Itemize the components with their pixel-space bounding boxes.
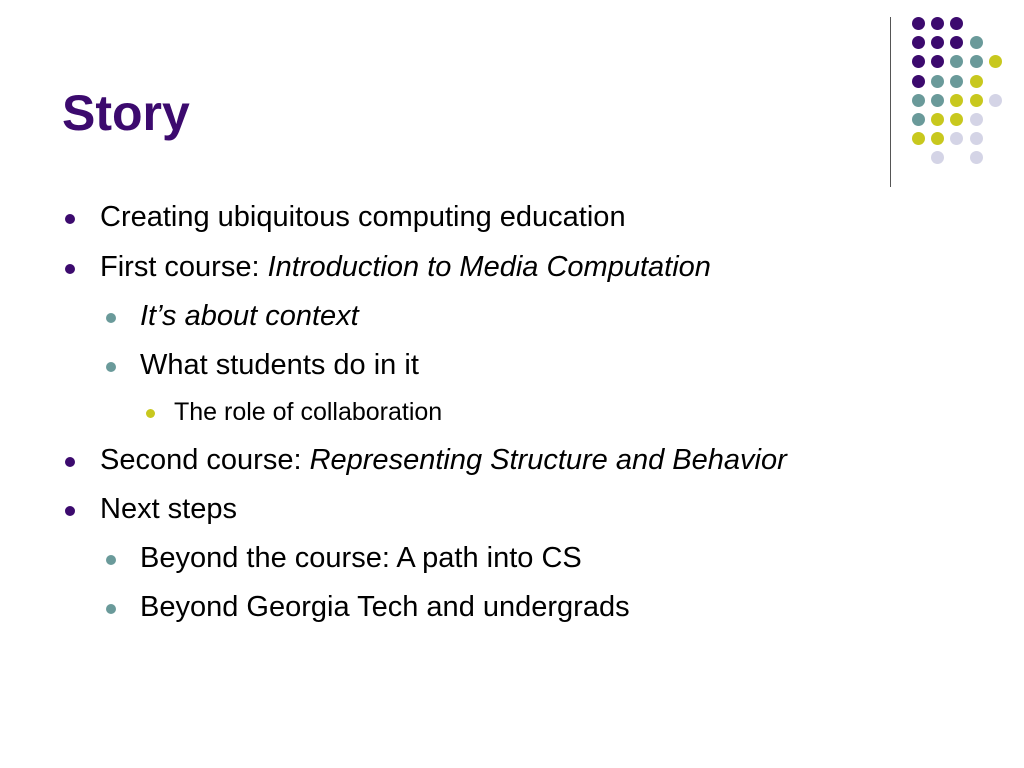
dot-purple [931,36,944,49]
dot-yellow [912,132,925,145]
dot-yellow [931,113,944,126]
dot-purple [912,55,925,68]
slide-title: Story [62,85,190,141]
bullet-item [100,253,711,282]
bullet-item [140,302,359,331]
bullet-text: Beyond the course: A path into CS [140,542,582,574]
bullet-text: Next steps [100,493,237,525]
bullet-marker-icon [65,506,75,516]
bullet-emphasis-text: Introduction to Media Computation [267,251,711,283]
dot-teal [912,113,925,126]
bullet-emphasis-text: It’s about context [140,300,359,332]
dot-yellow [970,75,983,88]
bullet-marker-icon [106,362,116,372]
dot-lavender [970,151,983,164]
bullet-item [174,400,442,425]
dot-yellow [950,113,963,126]
bullet-item [140,544,582,573]
dot-teal [912,94,925,107]
dot-purple [912,17,925,30]
bullet-item [100,203,626,232]
dot-teal [970,55,983,68]
dot-teal [970,36,983,49]
bullet-marker-icon [65,457,75,467]
dot-purple [950,36,963,49]
dot-yellow [931,132,944,145]
bullet-item [100,495,237,524]
bullet-text: The role of collaboration [174,398,443,426]
dot-teal [931,94,944,107]
dot-lavender [970,132,983,145]
bullet-text: Beyond Georgia Tech and undergrads [140,591,630,623]
dot-lavender [970,113,983,126]
bullet-marker-icon [106,313,116,323]
bullet-item [140,351,419,380]
bullet-marker-icon [65,214,75,224]
dot-yellow [950,94,963,107]
bullet-emphasis-text: Representing Structure and Behavior [309,444,787,476]
title-divider-line [890,17,891,187]
bullet-marker-icon [106,555,116,565]
dot-lavender [931,151,944,164]
dot-purple [912,36,925,49]
dot-lavender [950,132,963,145]
bullet-text: Second course: [100,444,310,476]
dot-teal [950,55,963,68]
bullet-item [100,446,787,475]
dot-teal [950,75,963,88]
bullet-marker-icon [106,604,116,614]
bullet-marker-icon [146,409,155,418]
dot-teal [931,75,944,88]
dot-purple [950,17,963,30]
dot-purple [931,55,944,68]
bullet-text: First course: [100,251,268,283]
bullet-text: Creating ubiquitous computing education [100,201,626,233]
dot-lavender [989,94,1002,107]
bullet-item [140,593,630,622]
bullet-marker-icon [65,264,75,274]
dot-yellow [989,55,1002,68]
dot-yellow [970,94,983,107]
bullet-text: What students do in it [140,349,419,381]
dot-purple [912,75,925,88]
dot-purple [931,17,944,30]
